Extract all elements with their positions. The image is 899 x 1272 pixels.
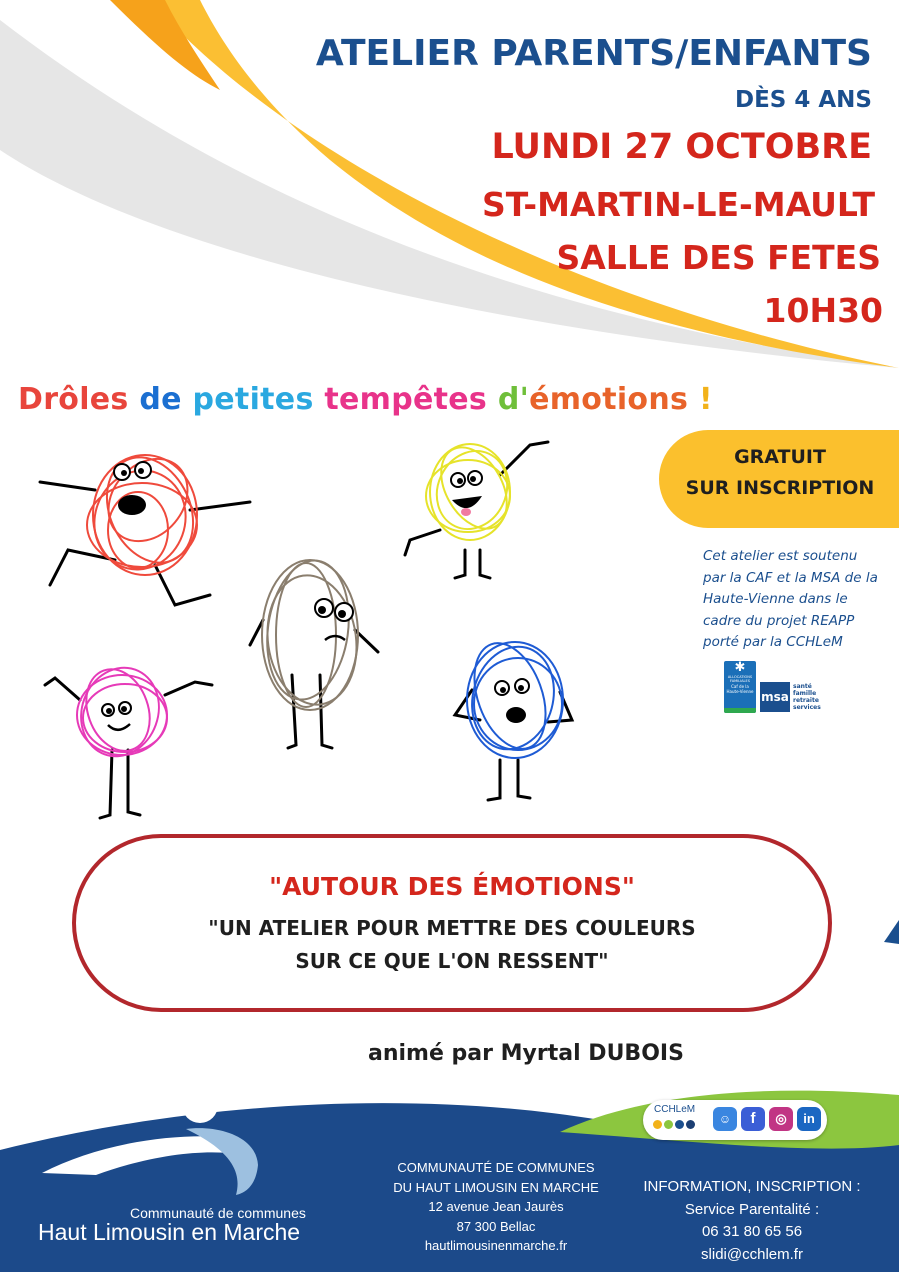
box-subtitle-line: "UN ATELIER POUR METTRE DES COULEURS	[208, 916, 696, 940]
address-line: 87 300 Bellac	[456, 1218, 536, 1234]
website-link[interactable]: hautlimousinenmarche.fr	[424, 1238, 568, 1253]
footer-logo-big-text: Haut Limousin en Marche	[38, 1219, 301, 1245]
footer-address	[384, 1158, 608, 1256]
msa-line: services	[793, 704, 821, 711]
event-venue: SALLE DES FETES	[556, 238, 881, 277]
arrow-fragment-icon	[884, 920, 899, 944]
phone-number[interactable]: 06 31 80 65 56	[701, 1223, 803, 1240]
workshop-description-box	[72, 834, 832, 1012]
yellow-scribble	[424, 436, 520, 541]
blue-face	[495, 679, 529, 723]
msa-line: famille	[793, 690, 817, 697]
social-dots	[653, 1120, 695, 1129]
tagline-word: Drôles	[18, 382, 140, 417]
brown-scribble	[259, 555, 365, 710]
workshop-title: ATELIER PARENTS/ENFANTS	[315, 33, 872, 74]
caf-star-icon: ✱	[734, 661, 746, 675]
footer-logo-small-text: Communauté de communes	[130, 1205, 306, 1221]
tagline-word: de	[139, 382, 193, 417]
social-media-badge	[643, 1100, 827, 1140]
tagline-word: !	[698, 382, 713, 417]
event-date: LUNDI 27 OCTOBRE	[491, 127, 872, 167]
tagline	[18, 382, 713, 417]
box-title: "AUTOUR DES ÉMOTIONS"	[269, 872, 635, 901]
address-line: DU HAUT LIMOUSIN EN MARCHE	[393, 1179, 599, 1195]
cchlem-logo-graphic	[36, 1085, 276, 1195]
animateur-label: animé par Myrtal DUBOIS	[368, 1041, 684, 1066]
info-line: INFORMATION, INSCRIPTION :	[643, 1178, 861, 1195]
dot-icon	[675, 1120, 684, 1129]
msa-line: retraite	[793, 697, 819, 704]
address-line: COMMUNAUTÉ DE COMMUNES	[397, 1160, 595, 1175]
tagline-word: tempêtes	[324, 382, 498, 417]
dot-icon	[686, 1120, 695, 1129]
footer-info	[632, 1176, 872, 1266]
red-face	[114, 462, 151, 515]
red-character-illustration	[40, 482, 250, 605]
caf-logo	[724, 661, 756, 713]
instagram-icon[interactable]: ◎	[769, 1107, 793, 1131]
msa-logo-text	[793, 683, 821, 711]
free-registration-text	[660, 442, 899, 504]
box-subtitle	[76, 912, 828, 978]
badge-line-free: GRATUIT	[734, 446, 826, 468]
age-label: DÈS 4 ANS	[734, 87, 872, 113]
blue-scribble	[461, 633, 565, 758]
dot-icon	[653, 1120, 662, 1129]
caf-logo-label: ALLOCATIONS FAMILIALES	[727, 675, 753, 683]
emotion-characters-illustration	[0, 430, 660, 830]
linkedin-icon[interactable]: in	[797, 1107, 821, 1131]
tagline-word: émotions	[529, 382, 699, 417]
event-place: ST-MARTIN-LE-MAULT	[481, 185, 875, 224]
badge-line-registration: SUR INSCRIPTION	[685, 477, 875, 499]
tagline-word: petites	[192, 382, 325, 417]
pink-face	[102, 702, 131, 730]
msa-line: santé	[793, 683, 812, 690]
caf-logo-sub: Caf de la Haute-Vienne	[726, 684, 754, 694]
event-time: 10H30	[763, 291, 883, 330]
facebook-icon[interactable]: f	[741, 1107, 765, 1131]
msa-logo	[760, 682, 790, 712]
support-text: Cet atelier est soutenu par la CAF et la MSA de la Haute-Vienne dans le cadre du projet REAPP porté par la CCHLeM	[703, 548, 878, 650]
msa-logo-mark: msa	[761, 690, 789, 704]
chat-icon[interactable]: ☺	[713, 1107, 737, 1131]
box-subtitle-line: SUR CE QUE L'ON RESSENT"	[295, 949, 609, 973]
email-link[interactable]: slidi@cchlem.fr	[701, 1245, 803, 1263]
address-line: 12 avenue Jean Jaurès	[428, 1199, 564, 1214]
tagline-word: d'	[497, 382, 530, 417]
dot-icon	[664, 1120, 673, 1129]
info-line: Service Parentalité :	[684, 1200, 820, 1218]
social-label: CCHLeM	[654, 1104, 696, 1115]
